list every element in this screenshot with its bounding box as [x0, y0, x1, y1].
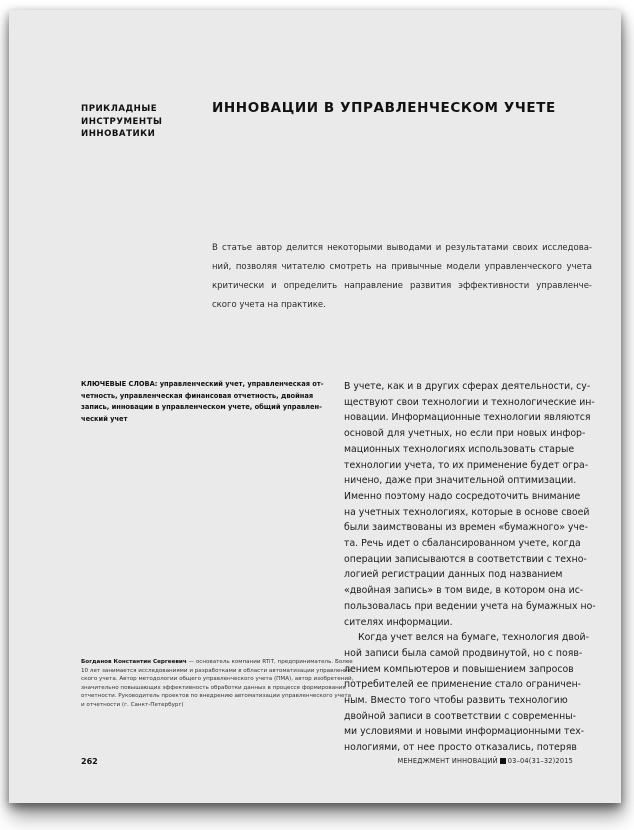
body-line: были заимствованы из времен «бумажного» уче- — [344, 522, 589, 534]
body-line: технологии учета, то их применение будет огра- — [344, 459, 589, 471]
keywords-line: запись, инновации в управленческом учете, общий управлен- — [81, 402, 322, 412]
body-line: лением компьютеров и повышением запросов — [344, 663, 574, 675]
body-line: потребителей ее применение стало ограничен- — [344, 679, 582, 691]
body-line: новации. Информационные технологии являются — [344, 412, 591, 424]
author-bio-line: ского учета. Автор методологии общего управленческого учета (ПМА), автор изобретений, — [81, 676, 354, 683]
abstract-line: В статье автор делится некоторыми выводами и результатами своих исследова- — [212, 243, 592, 253]
section-label — [81, 103, 191, 141]
keywords-line: ческий учет — [81, 413, 128, 423]
section-label-line: ПРИКЛАДНЫЕ — [81, 104, 158, 114]
author-bio-line: значительно повышающих эффективность обработки данных в процессе формирования — [81, 684, 346, 691]
journal-name: МЕНЕДЖМЕНТ ИННОВАЦИЙ — [397, 757, 498, 765]
author-bio-line — [81, 658, 353, 667]
abstract-line: ского учета на практике. — [212, 300, 326, 310]
body-line: логией регистрации данных под названием — [344, 569, 563, 581]
section-label-line: ИНСТРУМЕНТЫ — [81, 116, 163, 127]
square-bullet-icon — [500, 758, 506, 764]
body-line: В учете, как и в других сферах деятельности, су- — [344, 381, 591, 392]
section-label-line: ИННОВАТИКИ — [81, 129, 156, 139]
body-line: ничено, даже при значительной оптимизации. — [344, 475, 577, 487]
keywords-line: КЛЮЧЕВЫЕ СЛОВА: управленческий учет, управленческая от- — [81, 379, 324, 388]
body-line: Именно поэтому надо сосредоточить внимание — [344, 490, 581, 502]
body-line: сителях информации. — [344, 616, 453, 628]
abstract-line: критически и определить направление развития эффективности управленче- — [212, 281, 592, 291]
author-bio-line: отчетности. Руководитель проектов по внедрению автоматизации управленческого учета — [81, 693, 352, 700]
body-line: ной записи была самой продвинутой, но с появ- — [344, 647, 583, 659]
journal-page — [9, 10, 621, 803]
body-line: операции записываются в соответствии с техно- — [344, 553, 587, 565]
abstract-line: ний, позволяя читателю смотреть на привычные модели управленческого учета — [212, 262, 592, 272]
body-line: «двойная запись» в том виде, в котором она ис- — [344, 585, 584, 597]
body-line: основой для учетных, но если при новых инфор- — [344, 428, 586, 440]
keywords — [81, 378, 327, 424]
body-line: ществуют свои технологии и технологические ин- — [344, 396, 595, 408]
body-line: ным. Вместо того чтобы развить технологию — [344, 695, 568, 707]
body-line: та. Речь идет о сбалансированном учете, когда — [344, 538, 581, 550]
author-bio-line: и отчетности (г. Санкт-Петербург) — [81, 701, 184, 708]
body-line: мационных технологиях использовать старые — [344, 443, 575, 455]
body-line: ми условиями и новыми информационными тех- — [344, 726, 585, 738]
body-line: нологиями, от нее просто отказались, потеряв — [344, 742, 577, 754]
body-line: двойной записи в соответствии с современны- — [344, 710, 576, 722]
author-name: Богданов Константин Сергеевич — [81, 659, 187, 665]
author-bio-line: 10 лет занимается исследованиями и разработками в области автоматизации управленче- — [81, 667, 353, 674]
body-line: на учетных технологиях, которые в основе своей — [344, 506, 590, 518]
journal-issue: 03–04(31–32)2015 — [507, 757, 573, 765]
keywords-line: четность, управленческая финансовая отчетность, двойная — [81, 390, 314, 400]
journal-footer — [397, 757, 573, 765]
article-title: ИННОВАЦИИ В УПРАВЛЕНЧЕСКОМ УЧЕТЕ — [212, 100, 556, 116]
body-column — [344, 379, 596, 756]
author-bio-text: — основатель компании RTiT, предприниматель. Более — [186, 659, 353, 665]
body-line: Когда учет велся на бумаге, технология двой- — [358, 632, 589, 644]
abstract — [212, 239, 592, 315]
page-number: 262 — [81, 757, 98, 766]
author-bio — [81, 658, 354, 710]
body-line: пользовалась при ведении учета на бумажных но- — [344, 600, 596, 612]
